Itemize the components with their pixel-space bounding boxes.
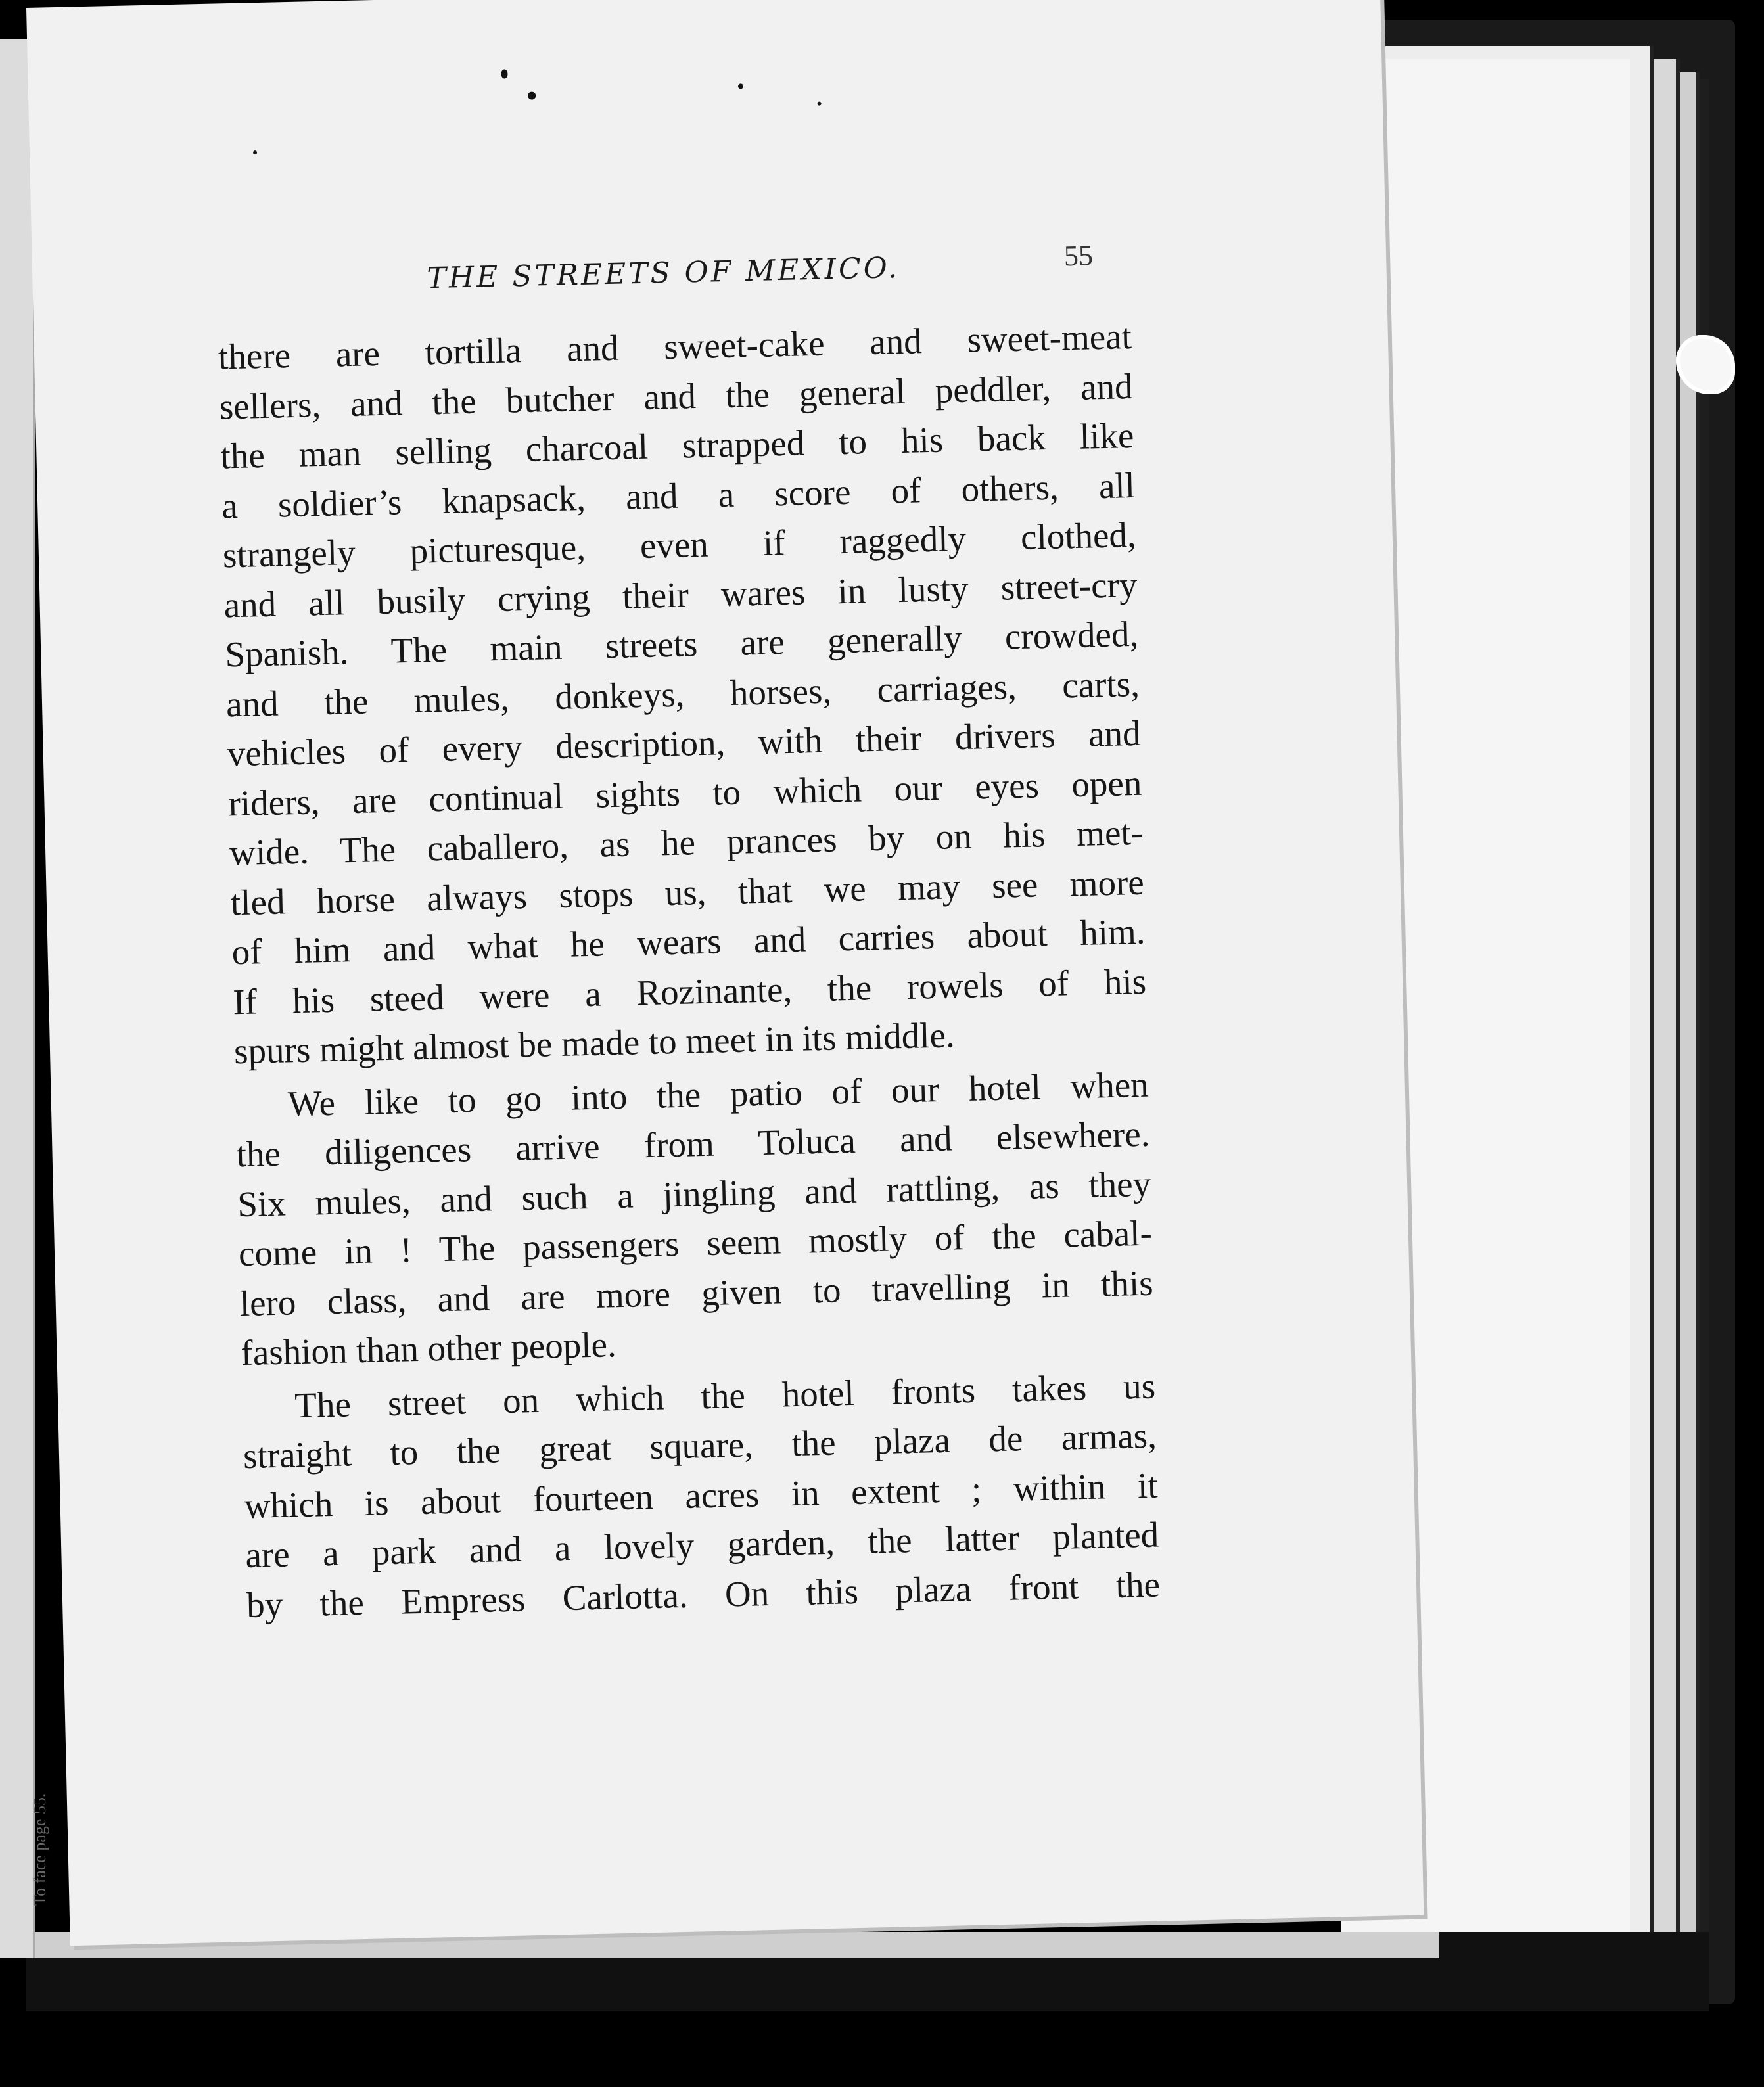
text-line: lero class, and are more given to travelling in this: [239, 1262, 1154, 1323]
text-line: straight to the great square, the plaza de armas,: [243, 1415, 1157, 1477]
body-text: [218, 311, 1160, 1630]
text-line: spurs might almost be made to meet in its middle.: [233, 1015, 956, 1072]
left-gutter: [0, 39, 35, 1958]
text-line: The street on which the hotel fronts takes us: [294, 1365, 1156, 1425]
speck: [501, 69, 507, 78]
speck: [818, 102, 822, 106]
dust-specks: [26, 0, 1380, 8]
text-line: and the mules, donkeys, horses, carriages, carts,: [225, 663, 1140, 724]
text-line: riders, are continual sights to which our eyes open: [227, 762, 1142, 823]
plate-note: To face page 55.: [30, 1793, 49, 1906]
text-line: strangely picturesque, even if raggedly clothed,: [222, 514, 1137, 576]
text-line: of him and what he wears and carries about him.: [231, 911, 1146, 973]
book-bottom-edge: [26, 1932, 1709, 2011]
text-line: are a park and a lovely garden, the latter planted: [244, 1514, 1159, 1576]
text-line: We like to go into the patio of our hotel when: [287, 1064, 1149, 1124]
text-line: come in ! The passengers seem mostly of the cabal-: [238, 1212, 1153, 1274]
speck: [738, 83, 743, 89]
text-line: the diligences arrive from Toluca and elsewhere.: [235, 1113, 1150, 1175]
text-line: the man selling charcoal strapped to his back like: [220, 415, 1134, 476]
text-line: If his steed were a Rozinante, the rowels of his: [232, 961, 1147, 1022]
speck: [528, 91, 536, 99]
text-line: tled horse always stops us, that we may see more: [230, 861, 1145, 923]
text-line: which is about fourteen acres in extent ; within it: [244, 1465, 1159, 1526]
text-line: wide. The caballero, as he prances by on his met-: [229, 812, 1144, 873]
text-line: Spanish. The main streets are generally crowded,: [224, 613, 1139, 675]
text-line: fashion than other people.: [240, 1324, 617, 1373]
text-line: and all busily crying their wares in lusty street-cry: [223, 564, 1138, 625]
text-line: sellers, and the butcher and the general peddler, and: [219, 365, 1134, 426]
text-line: there are tortilla and sweet-cake and sweet-meat: [218, 315, 1132, 377]
speck: [253, 150, 257, 154]
text-line: by the Empress Carlotta. On this plaza front the: [246, 1563, 1161, 1625]
running-head: THE STREETS OF MEXICO.: [426, 250, 900, 296]
text-line: Six mules, and such a jingling and rattling, as they: [237, 1163, 1151, 1224]
text-line: vehicles of every description, with their drivers and: [227, 712, 1142, 774]
text-line: a soldier’s knapsack, and a score of others, all: [221, 465, 1136, 526]
page-number: 55: [1063, 239, 1094, 273]
book-page: [26, 0, 1424, 1946]
